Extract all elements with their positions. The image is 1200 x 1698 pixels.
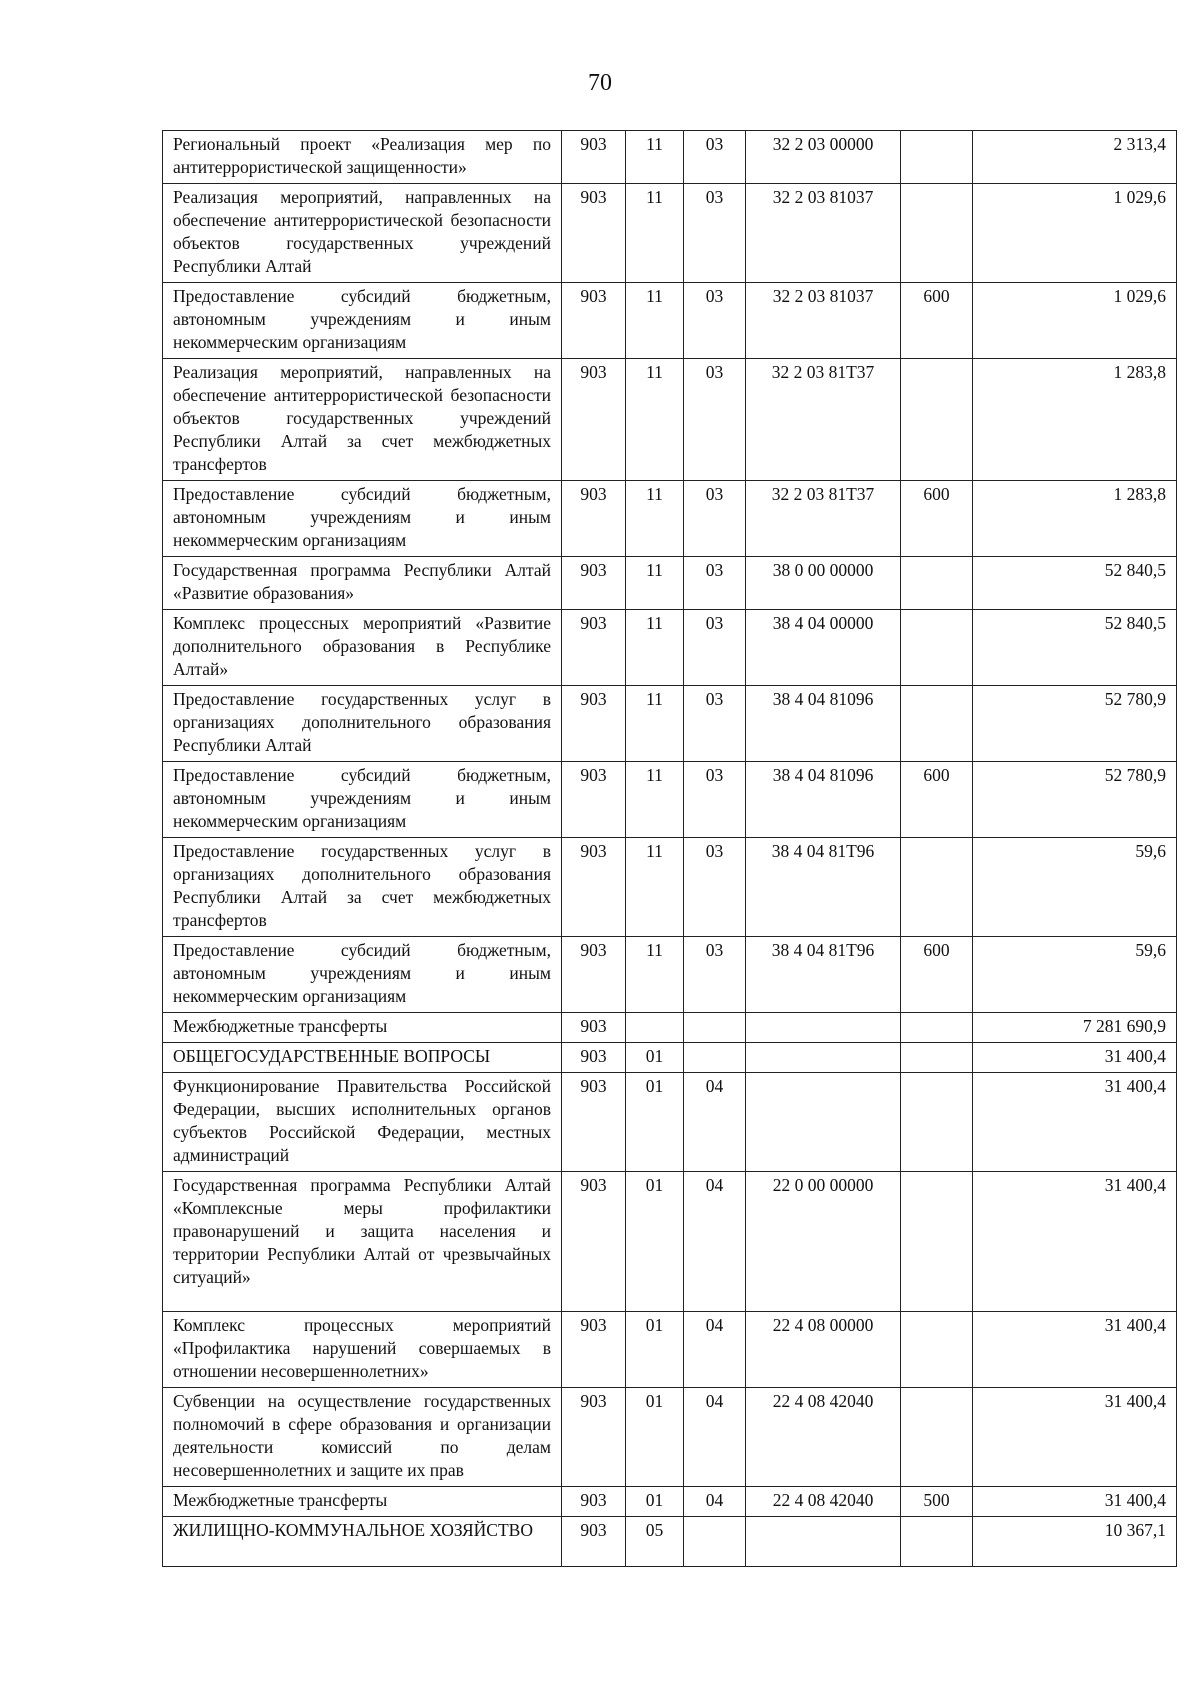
row-name: Реализация мероприятий, направленных на обеспечение антитеррористической безопасности объектов государственных учреждений Республики Алтай за счет межбюджетных трансфертов: [163, 359, 562, 481]
row-name: Государственная программа Республики Алтай «Развитие образования»: [163, 557, 562, 610]
row-name: Межбюджетные трансферты: [163, 1013, 562, 1043]
row-subsection: [684, 1013, 746, 1043]
row-target-article: 22 4 08 42040: [746, 1388, 901, 1487]
row-target-article: 22 4 08 42040: [746, 1487, 901, 1517]
row-expense-type: [901, 1517, 973, 1567]
table-row: [163, 481, 1177, 557]
row-name: Предоставление субсидий бюджетным, автономным учреждениям и иным некоммерческим организациям: [163, 937, 562, 1013]
row-subsection: 03: [684, 686, 746, 762]
row-subsection: 03: [684, 762, 746, 838]
row-section: 11: [626, 937, 684, 1013]
row-expense-type: 500: [901, 1487, 973, 1517]
page-number: 70: [588, 70, 612, 96]
row-target-article: 38 4 04 81096: [746, 686, 901, 762]
table-row: [163, 1388, 1177, 1487]
row-name: Предоставление субсидий бюджетным, автономным учреждениям и иным некоммерческим организациям: [163, 762, 562, 838]
row-subsection: 03: [684, 937, 746, 1013]
row-grbs: 903: [562, 937, 626, 1013]
row-section: 11: [626, 762, 684, 838]
table-row: [163, 686, 1177, 762]
row-target-article: [746, 1517, 901, 1567]
row-target-article: 38 4 04 00000: [746, 610, 901, 686]
row-grbs: 903: [562, 184, 626, 283]
row-name: Субвенции на осуществление государственных полномочий в сфере образования и организации деятельности комиссий по делам несовершеннолетних и защите их прав: [163, 1388, 562, 1487]
row-expense-type: 600: [901, 283, 973, 359]
row-section: 01: [626, 1172, 684, 1312]
row-amount: 59,6: [973, 937, 1177, 1013]
row-grbs: 903: [562, 359, 626, 481]
row-target-article: [746, 1013, 901, 1043]
row-amount: 31 400,4: [973, 1043, 1177, 1073]
row-target-article: 32 2 03 81Т37: [746, 481, 901, 557]
row-expense-type: [901, 1013, 973, 1043]
row-section: 05: [626, 1517, 684, 1567]
row-grbs: 903: [562, 1487, 626, 1517]
row-section: 11: [626, 610, 684, 686]
row-expense-type: 600: [901, 762, 973, 838]
row-section: [626, 1013, 684, 1043]
row-subsection: 03: [684, 184, 746, 283]
row-target-article: 32 2 03 00000: [746, 131, 901, 184]
row-section: 11: [626, 481, 684, 557]
row-subsection: 04: [684, 1172, 746, 1312]
row-expense-type: [901, 1172, 973, 1312]
row-name: Комплекс процессных мероприятий «Развитие дополнительного образования в Республике Алтай»: [163, 610, 562, 686]
row-subsection: 03: [684, 283, 746, 359]
row-grbs: 903: [562, 610, 626, 686]
row-expense-type: [901, 1073, 973, 1172]
row-section: 11: [626, 686, 684, 762]
row-expense-type: 600: [901, 481, 973, 557]
row-name: Межбюджетные трансферты: [163, 1487, 562, 1517]
budget-table: [162, 130, 1177, 1567]
row-section: 11: [626, 184, 684, 283]
row-subsection: 03: [684, 557, 746, 610]
row-name: Предоставление субсидий бюджетным, автономным учреждениям и иным некоммерческим организациям: [163, 283, 562, 359]
row-section: 11: [626, 557, 684, 610]
row-target-article: 38 0 00 00000: [746, 557, 901, 610]
row-grbs: 903: [562, 131, 626, 184]
row-amount: 10 367,1: [973, 1517, 1177, 1567]
row-subsection: 04: [684, 1388, 746, 1487]
row-grbs: 903: [562, 1043, 626, 1073]
table-row: [163, 1517, 1177, 1567]
row-name: ОБЩЕГОСУДАРСТВЕННЫЕ ВОПРОСЫ: [163, 1043, 562, 1073]
row-expense-type: [901, 184, 973, 283]
row-amount: 31 400,4: [973, 1388, 1177, 1487]
row-amount: 1 283,8: [973, 359, 1177, 481]
row-amount: 52 780,9: [973, 686, 1177, 762]
row-subsection: [684, 1043, 746, 1073]
row-amount: 31 400,4: [973, 1312, 1177, 1388]
row-grbs: 903: [562, 762, 626, 838]
row-name: Комплекс процессных мероприятий «Профилактика нарушений совершаемых в отношении несовершеннолетних»: [163, 1312, 562, 1388]
row-grbs: 903: [562, 1172, 626, 1312]
row-expense-type: [901, 131, 973, 184]
row-subsection: 03: [684, 838, 746, 937]
row-subsection: 03: [684, 481, 746, 557]
row-grbs: 903: [562, 481, 626, 557]
row-subsection: 03: [684, 131, 746, 184]
row-target-article: [746, 1043, 901, 1073]
row-grbs: 903: [562, 283, 626, 359]
table-row: [163, 1312, 1177, 1388]
row-amount: 52 780,9: [973, 762, 1177, 838]
row-amount: 1 029,6: [973, 283, 1177, 359]
table-row: [163, 1073, 1177, 1172]
row-amount: 59,6: [973, 838, 1177, 937]
row-section: 01: [626, 1388, 684, 1487]
table-row: [163, 838, 1177, 937]
table-row: [163, 283, 1177, 359]
row-grbs: 903: [562, 1013, 626, 1043]
row-section: 11: [626, 838, 684, 937]
table-row: [163, 762, 1177, 838]
row-section: 11: [626, 359, 684, 481]
row-grbs: 903: [562, 557, 626, 610]
row-subsection: 04: [684, 1487, 746, 1517]
row-grbs: 903: [562, 838, 626, 937]
row-expense-type: [901, 838, 973, 937]
table-row: [163, 937, 1177, 1013]
row-subsection: 03: [684, 610, 746, 686]
table-row: [163, 359, 1177, 481]
row-target-article: 32 2 03 81Т37: [746, 359, 901, 481]
row-target-article: 22 4 08 00000: [746, 1312, 901, 1388]
row-expense-type: [901, 1043, 973, 1073]
row-target-article: 22 0 00 00000: [746, 1172, 901, 1312]
table-row: [163, 1013, 1177, 1043]
row-section: 01: [626, 1073, 684, 1172]
row-name: Предоставление государственных услуг в организациях дополнительного образования Республики Алтай за счет межбюджетных трансфертов: [163, 838, 562, 937]
row-grbs: 903: [562, 1517, 626, 1567]
row-subsection: [684, 1517, 746, 1567]
row-name: Реализация мероприятий, направленных на обеспечение антитеррористической безопасности объектов государственных учреждений Республики Алтай: [163, 184, 562, 283]
table-row: [163, 184, 1177, 283]
table-row: [163, 610, 1177, 686]
row-target-article: 38 4 04 81096: [746, 762, 901, 838]
row-name: Региональный проект «Реализация мер по антитеррористической защищенности»: [163, 131, 562, 184]
row-grbs: 903: [562, 1388, 626, 1487]
row-section: 11: [626, 131, 684, 184]
row-subsection: 03: [684, 359, 746, 481]
row-expense-type: 600: [901, 937, 973, 1013]
table-row: [163, 1487, 1177, 1517]
row-amount: 1 029,6: [973, 184, 1177, 283]
row-amount: 2 313,4: [973, 131, 1177, 184]
row-name: ЖИЛИЩНО-КОММУНАЛЬНОЕ ХОЗЯЙСТВО: [163, 1517, 562, 1567]
row-subsection: 04: [684, 1312, 746, 1388]
row-name: Государственная программа Республики Алтай «Комплексные меры профилактики правонарушений и защита населения и территории Республики Алтай от чрезвычайных ситуаций»: [163, 1172, 562, 1312]
row-name: Предоставление государственных услуг в организациях дополнительного образования Республики Алтай: [163, 686, 562, 762]
row-expense-type: [901, 359, 973, 481]
row-name: Предоставление субсидий бюджетным, автономным учреждениям и иным некоммерческим организациям: [163, 481, 562, 557]
row-name: Функционирование Правительства Российской Федерации, высших исполнительных органов субъектов Российской Федерации, местных администраций: [163, 1073, 562, 1172]
table-row: [163, 557, 1177, 610]
row-expense-type: [901, 1388, 973, 1487]
row-amount: 52 840,5: [973, 610, 1177, 686]
table-row: [163, 1043, 1177, 1073]
row-grbs: 903: [562, 1073, 626, 1172]
row-amount: 7 281 690,9: [973, 1013, 1177, 1043]
row-amount: 31 400,4: [973, 1172, 1177, 1312]
row-subsection: 04: [684, 1073, 746, 1172]
row-expense-type: [901, 1312, 973, 1388]
row-section: 01: [626, 1043, 684, 1073]
row-target-article: 32 2 03 81037: [746, 283, 901, 359]
row-expense-type: [901, 686, 973, 762]
row-amount: 31 400,4: [973, 1073, 1177, 1172]
row-section: 01: [626, 1312, 684, 1388]
row-expense-type: [901, 557, 973, 610]
row-target-article: 38 4 04 81Т96: [746, 838, 901, 937]
row-amount: 52 840,5: [973, 557, 1177, 610]
table-row: [163, 131, 1177, 184]
row-amount: 1 283,8: [973, 481, 1177, 557]
row-amount: 31 400,4: [973, 1487, 1177, 1517]
row-section: 01: [626, 1487, 684, 1517]
row-target-article: 38 4 04 81Т96: [746, 937, 901, 1013]
row-target-article: 32 2 03 81037: [746, 184, 901, 283]
row-expense-type: [901, 610, 973, 686]
row-target-article: [746, 1073, 901, 1172]
row-grbs: 903: [562, 686, 626, 762]
table-row: [163, 1172, 1177, 1312]
row-grbs: 903: [562, 1312, 626, 1388]
budget-table-body: [163, 131, 1177, 1567]
row-section: 11: [626, 283, 684, 359]
